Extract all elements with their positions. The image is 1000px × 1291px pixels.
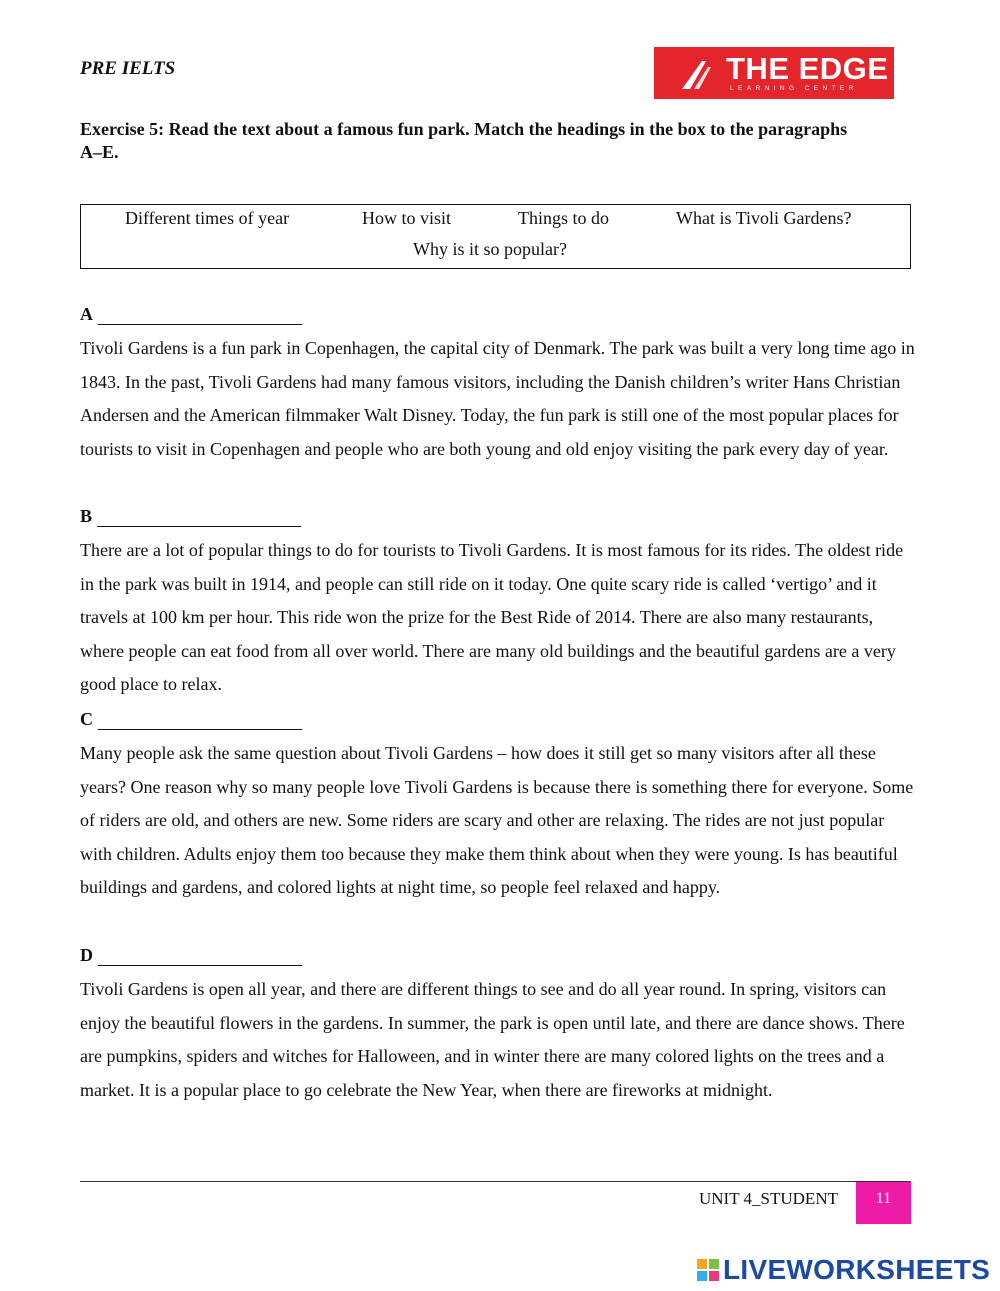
- liveworksheets-text: LIVEWORKSHEETS: [723, 1254, 991, 1285]
- footer-unit-label: UNIT 4_STUDENT: [699, 1189, 838, 1208]
- headings-box: [80, 204, 911, 269]
- paragraph-d-text: Tivoli Gardens is open all year, and there are different things to see and do all year round. In spring, visitors can enjoy the beautiful flowers in the gardens. In summer, the park is open until late, and there are dance shows. There are pumpkins, spiders and witches for Halloween, and in winter there are many colored lights on the trees and a market. It is a popular place to go celebrate the New Year, when there are fireworks at midnight.: [80, 979, 905, 1100]
- paragraph-c-text: Many people ask the same question about Tivoli Gardens – how does it still get so many visitors after all these years? One reason why so many people love Tivoli Gardens is because there is something there for everyone. Some of riders are old, and others are new. Some riders are scary and other are relaxing. The rides are not just popular with children. Adults enjoy them too because they make them think about when they were young. Is has beautiful buildings and gardens, and colored lights at night time, so people feel relaxed and happy.: [80, 743, 914, 898]
- paragraph-a-label: [80, 304, 302, 325]
- paragraph-d-label: [80, 945, 302, 966]
- answer-blank-b[interactable]: [97, 509, 301, 527]
- page-number: 11: [856, 1182, 911, 1224]
- exercise-instruction: Exercise 5: Read the text about a famous fun park. Match the headings in the box to the paragraphs A–E.: [80, 119, 848, 162]
- heading-option: Things to do: [518, 208, 610, 228]
- the-edge-logo: [654, 47, 894, 99]
- answer-blank-a[interactable]: [98, 307, 302, 325]
- heading-option: What is Tivoli Gardens?: [676, 208, 852, 228]
- answer-blank-d[interactable]: [98, 948, 302, 966]
- footer-divider: [80, 1181, 911, 1182]
- paragraph-letter: B: [80, 506, 93, 526]
- paragraph-letter: C: [80, 709, 93, 729]
- heading-option: Different times of year: [125, 208, 290, 228]
- paragraph-c-label: [80, 709, 302, 730]
- course-title: PRE IELTS: [80, 58, 176, 79]
- heading-option: How to visit: [362, 208, 452, 228]
- paragraph-a-text: Tivoli Gardens is a fun park in Copenhagen, the capital city of Denmark. The park was built a very long time ago in 1843. In the past, Tivoli Gardens had many famous visitors, including the Danish children’s writer Hans Christian Andersen and the American filmmaker Walt Disney. Today, the fun park is still one of the most popular places for tourists to visit in Copenhagen and people who are both young and old enjoy visiting the park every day of year.: [80, 338, 915, 459]
- paragraph-b-label: [80, 506, 301, 527]
- paragraph-b-text: There are a lot of popular things to do for tourists to Tivoli Gardens. It is most famous for its rides. The oldest ride in the park was built in 1914, and people can still ride on it today. One quite scary ride is called ‘vertigo’ and it travels at 100 km per hour. This ride won the prize for the Best Ride of 2014. There are also many restaurants, where people can eat food from all over world. There are many old buildings and the beautiful gardens are a very good place to relax.: [80, 540, 904, 695]
- paragraph-letter: D: [80, 945, 93, 965]
- paragraph-letter: A: [80, 304, 93, 324]
- road-arrow-icon: [680, 57, 720, 91]
- answer-blank-c[interactable]: [98, 712, 302, 730]
- liveworksheets-grid-icon: [697, 1259, 721, 1283]
- heading-option: Why is it so popular?: [413, 239, 567, 259]
- logo-brand-text: THE EDGE: [726, 51, 889, 86]
- logo-sub-text: LEARNING CENTER: [730, 85, 858, 92]
